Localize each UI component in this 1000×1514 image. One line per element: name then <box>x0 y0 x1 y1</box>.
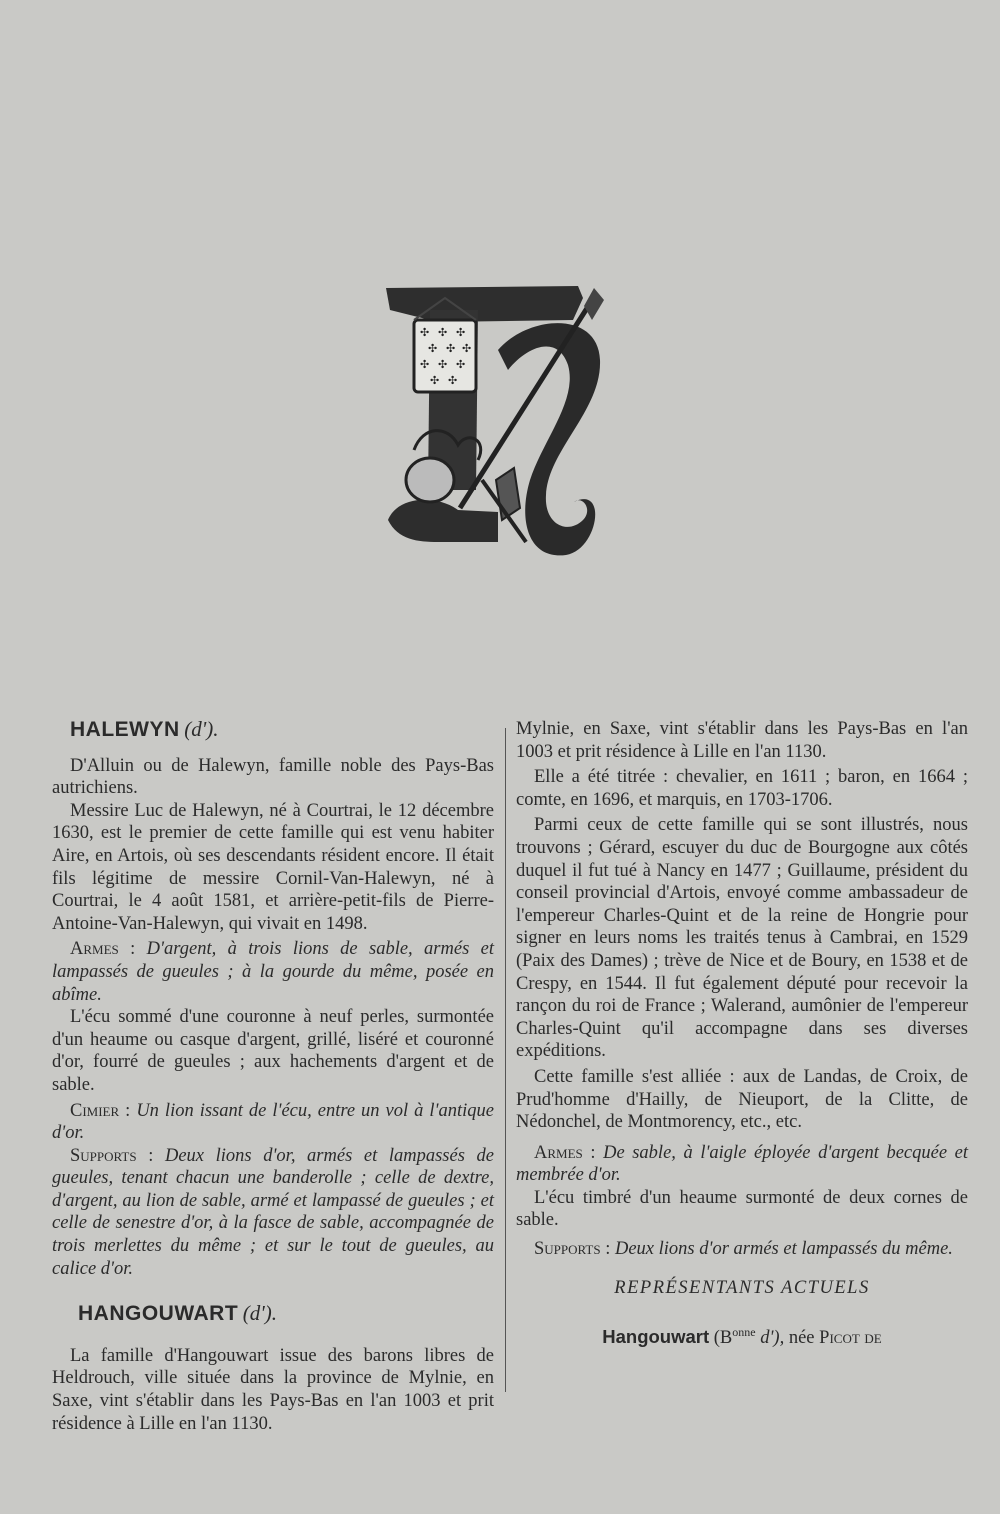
representative-name: Hangouwart <box>602 1326 710 1348</box>
svg-text:✣: ✣ <box>438 326 448 339</box>
supports-label: Supports : <box>534 1239 611 1260</box>
svg-text:✣: ✣ <box>462 342 472 355</box>
armes-text: De sable, à l'aigle éployée d'argent becquée et membrée d'or. <box>516 1142 968 1186</box>
representative-rest: née <box>788 1328 815 1349</box>
paragraph: Cette famille s'est alliée : aux de Landas, de Croix, de Prud'homme d'Hailly, de Nieuport, de la Clitte, de Nédonchel, de Montmorency, etc., etc. <box>516 1066 968 1133</box>
entry-particle: (d'). <box>242 1301 278 1326</box>
representative-line <box>516 1321 968 1350</box>
svg-text:✣: ✣ <box>430 374 440 387</box>
representative-surname: Picot de <box>819 1328 882 1349</box>
cimier-label: Cimier : <box>70 1100 131 1121</box>
armes-paragraph <box>52 938 494 1006</box>
supports-paragraph <box>516 1238 968 1261</box>
paragraph: L'écu timbré d'un heaume surmonté de deux cornes de sable. <box>516 1187 968 1231</box>
svg-text:✣: ✣ <box>446 342 456 355</box>
paragraph: L'écu sommé d'une couronne à neuf perles, surmontée d'un heaume ou casque d'argent, grillé, liséré et couronné d'or, fourré de gueules ; aux hachements d'argent et de sable. <box>52 1007 494 1095</box>
svg-text:✣: ✣ <box>456 358 466 371</box>
entry-heading-halewyn <box>70 718 494 743</box>
left-column <box>52 717 494 1434</box>
representative-title-sup: onne <box>732 1325 756 1340</box>
entry-particle: (d'). <box>184 717 219 741</box>
cimier-paragraph <box>52 1100 494 1145</box>
armes-text: D'argent, à trois lions de sable, armés et lampassés de gueules ; à la gourde du même, posée en abîme. <box>52 939 494 1005</box>
entry-name: HANGOUWART <box>78 1302 239 1326</box>
svg-text:✣: ✣ <box>420 358 430 371</box>
ornamental-initial-h <box>378 280 618 570</box>
supports-label: Supports : <box>70 1145 154 1166</box>
supports-paragraph <box>52 1145 494 1281</box>
paragraph: Messire Luc de Halewyn, né à Courtrai, le 12 décembre 1630, est le premier de cette famille qui est venu habiter Aire, en Artois, où ses descendants résident encore. Il était fils légitime de messire Cornil-Van-Halewyn, né à Courtrai, le 4 août 1581, et arrière-petit-fils de Pierre-Antoine-Van-Halewyn, qui vivait en 1498. <box>52 800 494 934</box>
right-column <box>516 718 968 1350</box>
supports-text: Deux lions d'or, armés et lampassés de gueules, tenant chacun une banderolle ; celle de dextre, d'argent, au lion de sable, armé et lampassé de gueules ; et celle de senestre d'or, à la fasce de sable, accompagnée de trois merlettes du même ; et sur le tout de gueules, au calice d'or. <box>52 1145 494 1279</box>
paragraph: Parmi ceux de cette famille qui se sont illustrés, nous trouvons ; Gérard, escuyer du duc de Bourgogne aux côtés duquel il fut tué à Nancy en 1477 ; Guillaume, président du conseil provincial d'Artois, envoyé comme ambassadeur de l'empereur Charles-Quint et de la reine de Hongrie pour signer en leurs noms les traités tenus à Cambrai, en 1529 (Paix des Dames) ; trève de Nice et de Boury, en 1538 et de Crespy, en 1544. Il fut également député pour recevoir la rançon du roi de France ; Walerand, aumônier de l'empereur Charles-Quint qu'il accompagne dans ses diverses expéditions. <box>516 815 968 1062</box>
column-divider <box>505 728 506 1392</box>
cimier-text: Un lion issant de l'écu, entre un vol à l'antique d'or. <box>52 1100 494 1144</box>
armes-label: Armes : <box>534 1142 596 1163</box>
representative-title-close: d'), <box>760 1328 785 1349</box>
paragraph-continuation: Mylnie, en Saxe, vint s'établir dans les Pays-Bas en l'an 1003 et prit résidence à Lille en l'an 1130. <box>516 719 968 762</box>
paragraph: D'Alluin ou de Halewyn, famille noble des Pays-Bas autrichiens. <box>52 755 494 799</box>
supports-text: Deux lions d'or armés et lampassés du même. <box>614 1239 953 1260</box>
entry-name: HALEWYN <box>70 718 180 741</box>
entry-heading-hangouwart <box>78 1302 494 1327</box>
svg-text:✣: ✣ <box>420 326 430 339</box>
armes-paragraph <box>516 1142 968 1187</box>
svg-text:✣: ✣ <box>438 358 448 371</box>
representatives-heading: REPRÉSENTANTS ACTUELS <box>614 1277 870 1298</box>
representative-title-open: (B <box>713 1328 733 1349</box>
svg-text:✣: ✣ <box>448 374 458 387</box>
paragraph: Elle a été titrée : chevalier, en 1611 ; baron, en 1664 ; comte, en 1696, et marquis, en 1703-1706. <box>516 767 968 810</box>
helmet <box>406 458 454 502</box>
paragraph: La famille d'Hangouwart issue des barons libres de Heldrouch, ville située dans la province de Mylnie, en Saxe, vint s'établir dans les Pays-Bas en l'an 1003 et prit résidence à Lille en l'an 1130. <box>52 1345 494 1434</box>
svg-text:✣: ✣ <box>456 326 466 339</box>
svg-text:✣: ✣ <box>428 342 438 355</box>
armes-label: Armes : <box>70 939 136 960</box>
